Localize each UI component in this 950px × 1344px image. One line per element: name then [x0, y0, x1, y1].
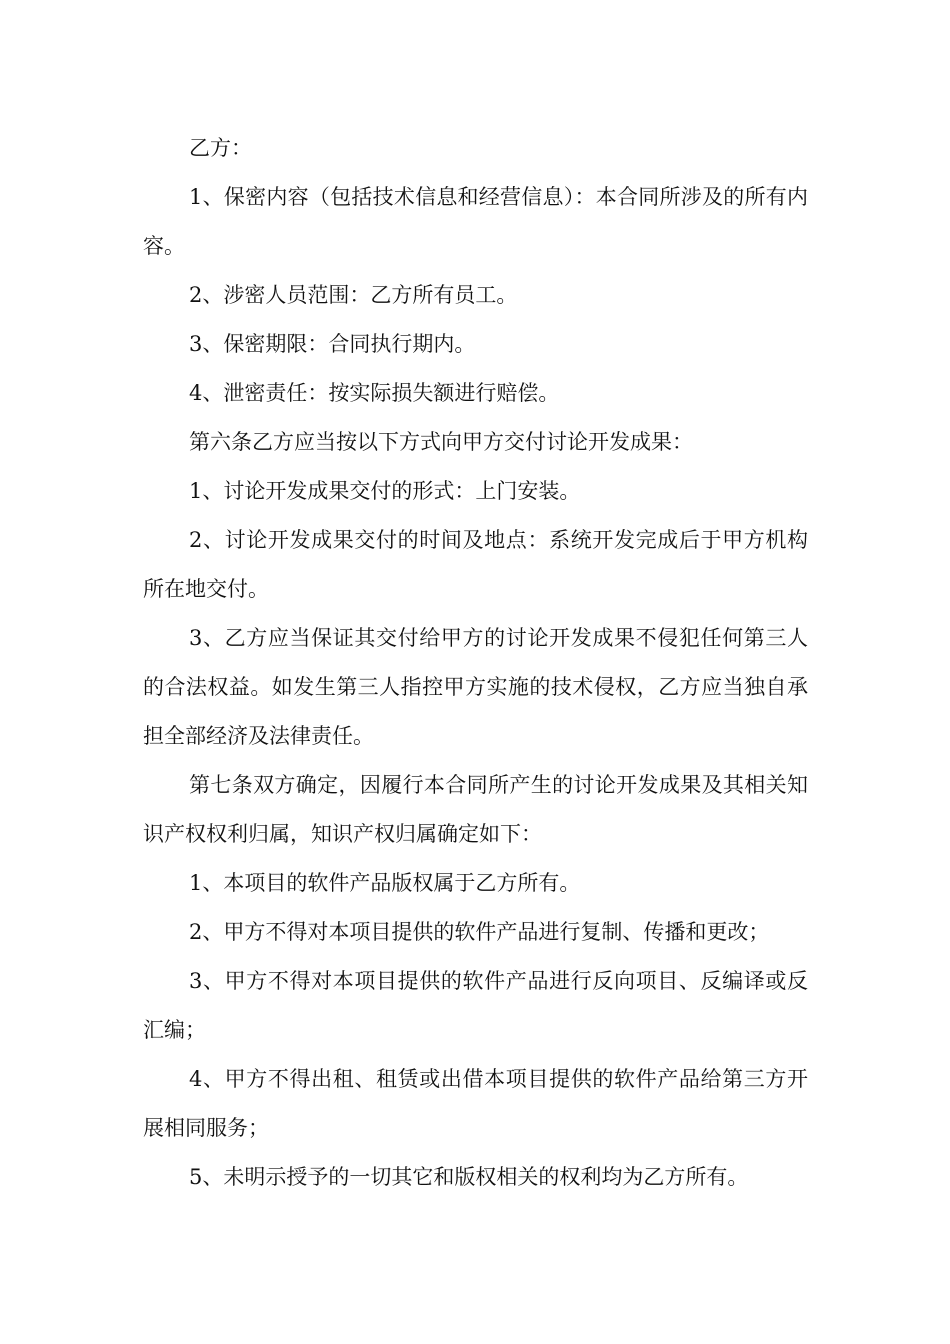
- paragraph-copyright-ownership: 1、本项目的软件产品版权属于乙方所有。: [189, 871, 581, 895]
- paragraph-third-party-rights: 3、乙方应当保证其交付给甲方的讨论开发成果不侵犯任何第三人的合法权益。如发生第三人指控甲方实施的技术侵权，乙方应当独自承担全部经济及法律责任。: [143, 626, 808, 748]
- paragraph-no-reverse-engineering: 3、甲方不得对本项目提供的软件产品进行反向项目、反编译或反汇编；: [143, 969, 808, 1042]
- paragraph-article-seven: 第七条双方确定，因履行本合同所产生的讨论开发成果及其相关知识产权权利归属，知识产权归属确定如下：: [143, 773, 808, 846]
- paragraph-no-renting: 4、甲方不得出租、租赁或出借本项目提供的软件产品给第三方开展相同服务；: [143, 1067, 808, 1140]
- paragraph-confidential-period: 3、保密期限：合同执行期内。: [189, 332, 476, 356]
- paragraph-party-b: 乙方：: [189, 136, 252, 160]
- paragraph-leak-liability: 4、泄密责任：按实际损失额进行赔偿。: [189, 381, 560, 405]
- paragraph-confidential-content: 1、保密内容（包括技术信息和经营信息）：本合同所涉及的所有内容。: [143, 185, 808, 258]
- paragraph-no-copying: 2、甲方不得对本项目提供的软件产品进行复制、传播和更改；: [189, 920, 770, 944]
- document-body: [143, 124, 808, 1202]
- paragraph-delivery-time-place: 2、讨论开发成果交付的时间及地点：系统开发完成后于甲方机构所在地交付。: [143, 528, 808, 601]
- paragraph-article-six: 第六条乙方应当按以下方式向甲方交付讨论开发成果：: [189, 430, 693, 454]
- paragraph-delivery-form: 1、讨论开发成果交付的形式：上门安装。: [189, 479, 581, 503]
- paragraph-confidential-personnel: 2、涉密人员范围：乙方所有员工。: [189, 283, 518, 307]
- paragraph-reserved-rights: 5、未明示授予的一切其它和版权相关的权利均为乙方所有。: [189, 1165, 749, 1189]
